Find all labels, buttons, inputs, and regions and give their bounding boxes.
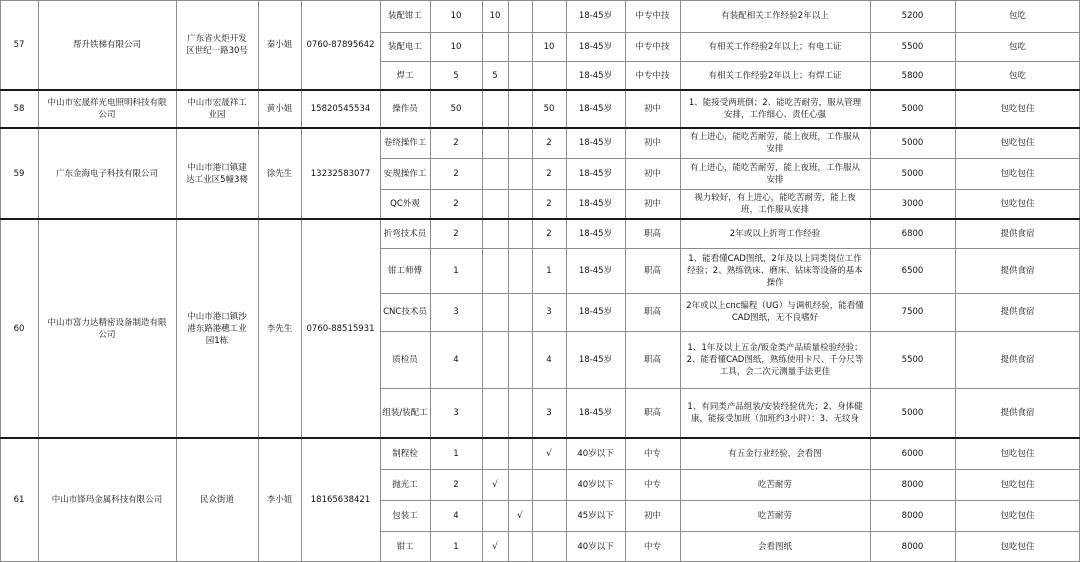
cell-job-title: 质检员	[392, 354, 418, 365]
cell-benefits: 包吃包住	[1000, 510, 1035, 521]
cell-education: 职高	[643, 354, 661, 365]
cell-job-title: 装配钳工	[387, 11, 422, 21]
grid-line	[955, 0, 956, 562]
cell-age: 18-45岁	[578, 168, 613, 179]
cell-age: 18-45岁	[578, 138, 613, 148]
cell-education: 初中	[643, 168, 661, 179]
cell-benefits: 提供食宿	[1000, 354, 1035, 365]
cell-education: 中专	[643, 448, 661, 459]
cell-salary: 5500	[901, 41, 924, 52]
cell-headcount-any: 2	[546, 199, 552, 209]
cell-salary: 5000	[901, 408, 924, 418]
cell-headcount-total: 3	[453, 408, 459, 418]
cell-salary: 6800	[901, 228, 924, 239]
cell-no: 57	[13, 40, 25, 50]
cell-phone: 18165638421	[310, 495, 371, 505]
cell-benefits: 包吃包住	[1000, 199, 1035, 209]
cell-headcount-female: √	[517, 510, 523, 521]
cell-headcount-male: 10	[489, 11, 501, 21]
cell-headcount-female	[508, 128, 532, 158]
cell-job-title: 装配电工	[387, 41, 422, 52]
cell-headcount-total: 4	[453, 354, 459, 365]
cell-headcount-male	[482, 438, 508, 469]
cell-headcount-female	[508, 61, 532, 90]
cell-age: 18-45岁	[578, 228, 613, 239]
cell-headcount-female	[508, 189, 532, 219]
grid-line	[0, 0, 1, 562]
cell-headcount-male	[482, 32, 508, 61]
cell-company: 中山市锋玛金属科技有限公司	[51, 495, 163, 505]
cell-headcount-female	[508, 32, 532, 61]
cell-contact: 徐先生	[266, 168, 293, 179]
cell-salary: 5000	[901, 138, 924, 148]
grid-line	[380, 331, 1080, 332]
cell-contact: 李先生	[266, 323, 293, 334]
cell-headcount-male: √	[492, 541, 498, 552]
cell-age: 40岁以下	[577, 541, 614, 552]
grid-line	[680, 0, 681, 562]
cell-headcount-any: 2	[546, 168, 552, 179]
cell-benefits: 包吃包住	[1000, 138, 1035, 148]
cell-benefits: 包吃包住	[1000, 541, 1035, 552]
cell-company: 中山市宏晟祥光电照明科技有限公司	[47, 98, 167, 120]
cell-salary: 5200	[901, 11, 924, 21]
cell-headcount-any: 3	[546, 307, 552, 317]
cell-address: 广东省火炬开发区世纪一路30号	[186, 34, 248, 56]
cell-headcount-any: 50	[543, 104, 555, 114]
cell-requirements: 1、1年及以上五金/钣金类产品质量检验经验；2、能看懂CAD图纸，熟练使用卡尺、千分尺等工具，会二次元测量手法更佳	[686, 342, 864, 377]
grid-line	[625, 0, 626, 562]
cell-job-title: CNC技术员	[383, 307, 427, 317]
cell-requirements: 2年或以上cnc编程（UG）与调机经验，能看懂CAD图纸，无不良嗜好	[686, 301, 864, 323]
cell-headcount-total: 10	[450, 41, 462, 52]
cell-headcount-female	[508, 293, 532, 331]
cell-salary: 8000	[901, 510, 924, 521]
cell-headcount-male	[482, 189, 508, 219]
cell-job-title: 操作员	[392, 104, 418, 114]
cell-benefits: 包吃包住	[1000, 168, 1035, 179]
cell-headcount-any	[532, 531, 566, 562]
cell-age: 18-45岁	[578, 104, 613, 114]
cell-benefits: 包吃	[1008, 11, 1026, 21]
cell-requirements: 1、能看懂CAD图纸，2年及以上同类岗位工作经验；2、熟练铣床、磨床、钻床等设备的基本操作	[687, 253, 863, 288]
cell-requirements: 有上进心，能吃苦耐劳，能上夜班，工作服从安排	[689, 132, 860, 154]
cell-headcount-male	[482, 331, 508, 388]
cell-headcount-total: 50	[450, 104, 462, 114]
cell-benefits: 提供食宿	[1000, 265, 1035, 276]
cell-requirements: 视力较好，有上进心，能吃苦耐劳，能上夜班，工作服从安排	[694, 193, 856, 215]
cell-salary: 7500	[901, 307, 924, 317]
cell-headcount-total: 1	[453, 448, 459, 459]
cell-age: 18-45岁	[578, 41, 613, 52]
grid-line	[380, 531, 1080, 532]
cell-headcount-total: 2	[453, 168, 459, 179]
cell-job-title: 制程检	[392, 448, 418, 459]
cell-education: 职高	[643, 265, 661, 276]
cell-age: 40岁以下	[577, 448, 614, 459]
cell-no: 60	[13, 323, 25, 334]
cell-age: 18-45岁	[578, 354, 613, 365]
cell-headcount-male: 5	[492, 70, 498, 81]
cell-headcount-total: 1	[453, 541, 459, 552]
cell-requirements: 1、有同类产品组装/安装经验优先；2、身体健康，能接受加班（加班约3小时）；3、无纹身	[687, 402, 863, 424]
grid-line	[258, 0, 259, 562]
cell-job-title: 抛光工	[392, 479, 418, 490]
cell-headcount-male	[482, 90, 508, 128]
cell-benefits: 包吃包住	[1000, 448, 1035, 459]
cell-headcount-female	[508, 531, 532, 562]
cell-requirements: 有相关工作经验2年以上；有电工证	[708, 41, 842, 52]
cell-benefits: 包吃包住	[1000, 479, 1035, 490]
cell-headcount-any: 4	[546, 354, 552, 365]
cell-headcount-male	[482, 293, 508, 331]
cell-salary: 5000	[901, 168, 924, 179]
cell-salary: 6000	[901, 448, 924, 459]
cell-headcount-total: 3	[453, 307, 459, 317]
cell-job-title: QC外观	[390, 199, 420, 209]
cell-salary: 6500	[901, 265, 924, 276]
cell-benefits: 提供食宿	[1000, 307, 1035, 317]
cell-requirements: 有相关工作经验2年以上；有焊工证	[708, 70, 842, 81]
cell-education: 职高	[643, 228, 661, 239]
grid-line	[0, 127, 1080, 129]
cell-education: 初中	[643, 104, 661, 114]
grid-line	[380, 248, 1080, 249]
cell-salary: 8000	[901, 479, 924, 490]
cell-headcount-any	[532, 0, 566, 32]
cell-headcount-female	[508, 0, 532, 32]
cell-education: 中专	[643, 479, 661, 490]
grid-line	[38, 0, 39, 562]
cell-headcount-female	[508, 90, 532, 128]
cell-phone: 13232583077	[310, 168, 371, 179]
grid-line	[380, 32, 1080, 33]
cell-education: 职高	[643, 307, 661, 317]
cell-contact: 秦小姐	[266, 40, 293, 50]
cell-headcount-total: 4	[453, 510, 459, 521]
cell-phone: 0760-87895642	[306, 40, 375, 50]
cell-headcount-any: 2	[546, 228, 552, 239]
cell-salary: 5800	[901, 70, 924, 81]
cell-benefits: 包吃包住	[1000, 104, 1035, 114]
cell-requirements: 有上进心，能吃苦耐劳，能上夜班，工作服从安排	[689, 162, 860, 185]
cell-headcount-male	[482, 500, 508, 531]
cell-no: 58	[13, 104, 25, 114]
cell-headcount-female	[508, 438, 532, 469]
grid-line	[566, 0, 567, 562]
cell-education: 职高	[643, 408, 661, 418]
cell-headcount-any: √	[546, 448, 552, 459]
cell-headcount-male	[482, 219, 508, 248]
grid-line	[0, 218, 1080, 220]
cell-headcount-total: 2	[453, 199, 459, 209]
cell-headcount-female	[508, 469, 532, 500]
cell-headcount-any	[532, 500, 566, 531]
cell-headcount-total: 2	[453, 228, 459, 239]
cell-age: 18-45岁	[578, 199, 613, 209]
cell-salary: 5500	[901, 354, 924, 365]
cell-headcount-female	[508, 158, 532, 189]
cell-job-title: 焊工	[396, 70, 414, 81]
grid-line	[0, 437, 1080, 439]
grid-line	[380, 158, 1080, 159]
cell-age: 18-45岁	[578, 265, 613, 276]
cell-headcount-any	[532, 469, 566, 500]
cell-headcount-total: 1	[453, 265, 459, 276]
cell-headcount-female	[508, 219, 532, 248]
cell-education: 初中	[643, 199, 661, 209]
cell-benefits: 包吃	[1008, 70, 1026, 81]
grid-line	[0, 0, 1080, 1]
grid-line	[380, 189, 1080, 190]
cell-requirements: 有装配相关工作经验2年以上	[721, 11, 829, 21]
cell-address: 中山市港口镇建达工业区5幢3楼	[186, 162, 248, 185]
cell-headcount-female	[508, 388, 532, 438]
grid-line	[532, 0, 533, 562]
cell-requirements: 会看图纸	[757, 541, 792, 552]
cell-headcount-total: 2	[453, 138, 459, 148]
cell-headcount-total: 2	[453, 479, 459, 490]
cell-requirements: 吃苦耐劳	[757, 510, 792, 521]
grid-line	[301, 0, 302, 562]
cell-requirements: 吃苦耐劳	[757, 479, 792, 490]
cell-headcount-any: 2	[546, 138, 552, 148]
grid-line	[176, 0, 177, 562]
grid-line	[380, 388, 1080, 389]
grid-line	[870, 0, 871, 562]
cell-job-title: 安规操作工	[383, 168, 427, 179]
grid-line	[380, 61, 1080, 62]
cell-headcount-male	[482, 128, 508, 158]
cell-salary: 3000	[901, 199, 924, 209]
cell-job-title: 折弯技术员	[383, 228, 427, 239]
cell-benefits: 包吃	[1008, 41, 1026, 52]
cell-salary: 5000	[901, 104, 924, 114]
cell-headcount-male	[482, 158, 508, 189]
cell-headcount-female	[508, 331, 532, 388]
cell-no: 61	[13, 495, 25, 505]
cell-education: 中专	[643, 541, 661, 552]
cell-age: 18-45岁	[578, 307, 613, 317]
grid-line	[508, 0, 509, 562]
cell-education: 初中	[643, 138, 661, 148]
cell-education: 中专中技	[635, 11, 670, 21]
cell-age: 18-45岁	[578, 408, 613, 418]
grid-line	[380, 500, 1080, 501]
cell-headcount-male: √	[492, 479, 498, 490]
cell-company: 中山市富力达精密设备制造有限公司	[47, 317, 167, 340]
cell-age: 18-45岁	[578, 70, 613, 81]
grid-line	[380, 0, 381, 562]
cell-benefits: 提供食宿	[1000, 228, 1035, 239]
cell-salary: 8000	[901, 541, 924, 552]
cell-requirements: 1、能接受两班倒；2、能吃苦耐劳，服从管理安排，工作细心、责任心强	[688, 98, 862, 120]
cell-headcount-any: 10	[543, 41, 555, 52]
cell-phone: 0760-88515931	[306, 323, 375, 334]
cell-age: 45岁以下	[577, 510, 614, 521]
cell-headcount-any: 1	[546, 265, 552, 276]
cell-age: 18-45岁	[578, 11, 613, 21]
grid-line	[430, 0, 431, 562]
cell-company: 广东金海电子科技有限公司	[55, 168, 158, 179]
cell-headcount-female	[508, 248, 532, 293]
cell-headcount-any: 3	[546, 408, 552, 418]
cell-contact: 李小姐	[266, 495, 293, 505]
cell-headcount-male	[482, 248, 508, 293]
cell-requirements: 2年或以上折弯工作经验	[729, 228, 821, 239]
cell-address: 中山市宏晟祥工业园	[187, 98, 247, 120]
grid-line	[482, 0, 483, 562]
cell-phone: 15820545534	[310, 104, 371, 114]
cell-contact: 黄小姐	[266, 104, 293, 114]
cell-headcount-total: 10	[450, 11, 462, 21]
cell-requirements: 有五金行业经验，会看图	[728, 448, 822, 459]
grid-line	[380, 469, 1080, 470]
cell-job-title: 组装/装配工	[382, 408, 428, 418]
cell-age: 40岁以下	[577, 479, 614, 490]
cell-job-title: 钳工师傅	[387, 265, 422, 276]
cell-job-title: 包装工	[392, 510, 418, 521]
cell-job-title: 钳工	[396, 541, 414, 552]
cell-headcount-total: 5	[453, 70, 459, 81]
cell-benefits: 提供食宿	[1000, 408, 1035, 418]
grid-line	[380, 293, 1080, 294]
cell-no: 59	[13, 168, 25, 179]
cell-company: 帮升铁梯有限公司	[72, 40, 141, 50]
cell-headcount-any	[532, 61, 566, 90]
cell-headcount-male	[482, 388, 508, 438]
grid-line	[0, 89, 1080, 91]
cell-address: 中山市港口镇沙港东路港穗工业园1栋	[187, 311, 247, 346]
cell-education: 中专中技	[635, 70, 670, 81]
cell-address: 民众街道	[199, 495, 234, 505]
cell-job-title: 卷绕操作工	[383, 138, 427, 148]
cell-education: 中专中技	[635, 41, 670, 52]
cell-education: 初中	[643, 510, 661, 521]
